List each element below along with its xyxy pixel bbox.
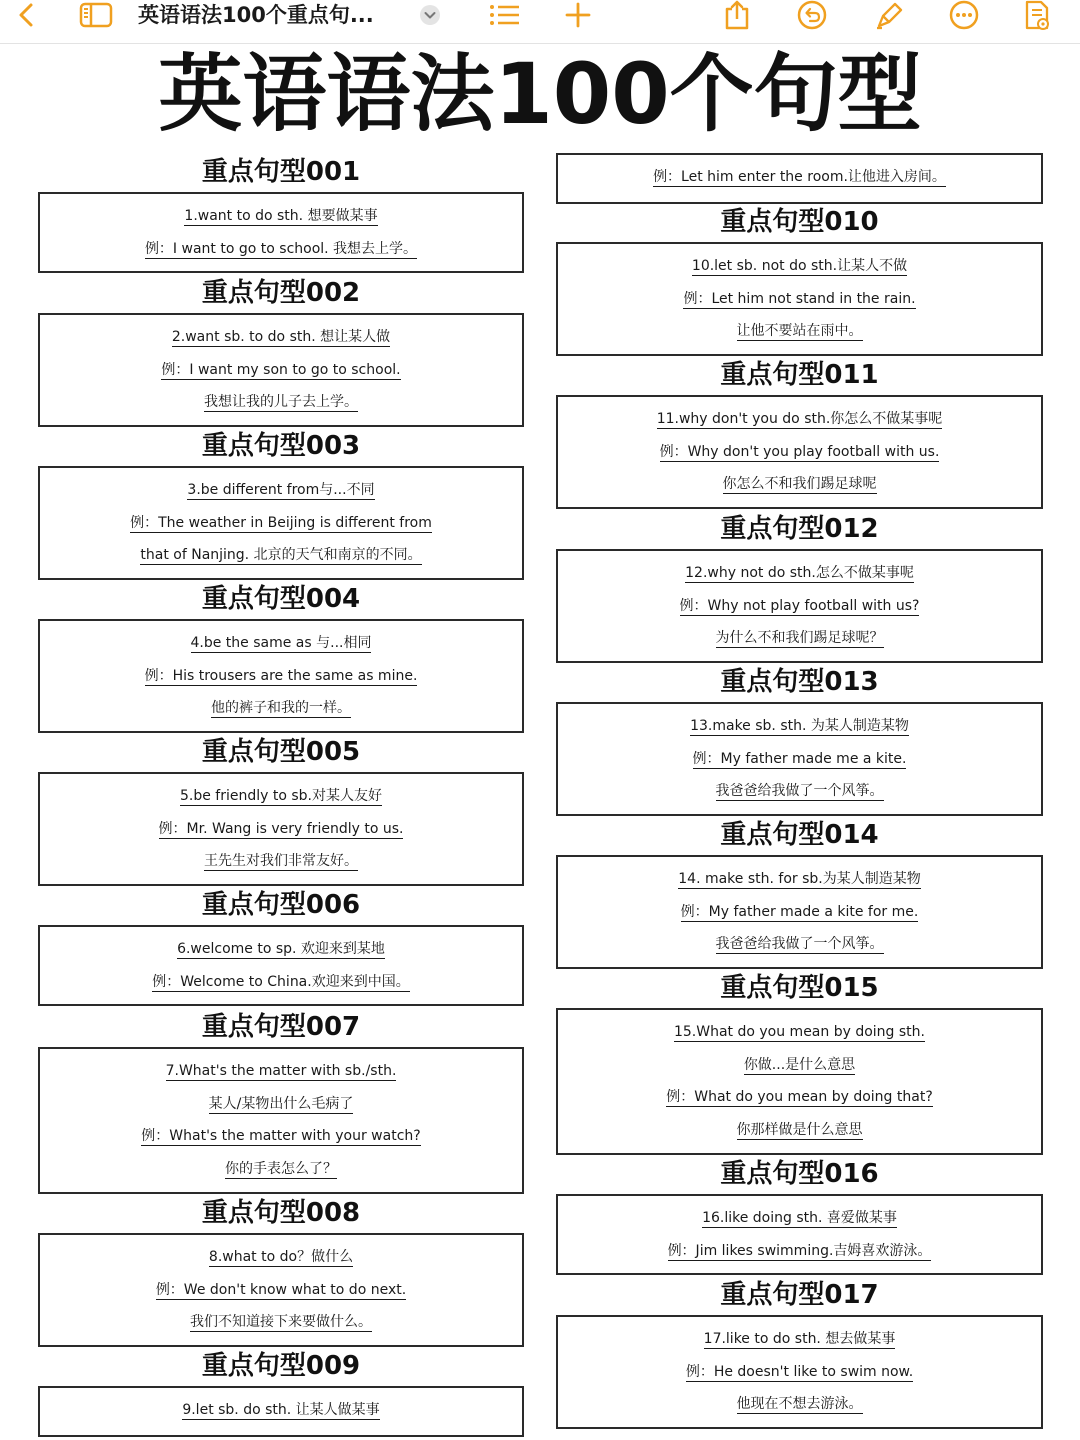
section-heading: 重点句型004 [201, 584, 361, 614]
example-text: 我想让我的儿子去上学。 [204, 394, 358, 410]
pattern-text: 6.welcome to sp. 欢迎来到某地 [177, 941, 385, 957]
section-heading: 重点句型006 [201, 890, 361, 920]
example-text: 某人/某物出什么毛病了 [208, 1095, 354, 1112]
section-heading: 重点句型007 [201, 1012, 361, 1042]
example-text: 例：My father made me a kite. [692, 750, 907, 767]
section-heading: 重点句型013 [720, 667, 879, 697]
sentence-box [556, 1194, 1043, 1275]
example-text: 他的裤子和我的一样。 [211, 700, 351, 716]
pattern-text: 17.like to do sth. 想去做某事 [703, 1331, 896, 1347]
pattern-text: 例：Let him enter the room.让他进入房间。 [653, 169, 946, 185]
pattern-text: 8.what to do？做什么 [208, 1249, 354, 1265]
sentence-box [38, 192, 524, 273]
example-text: 例：I want to go to school. 我想去上学。 [144, 240, 418, 257]
example-text: 你做...是什么意思 [743, 1056, 856, 1073]
sentence-box [38, 1047, 524, 1194]
pattern-text: 4.be the same as 与...相同 [190, 635, 372, 651]
sentence-box [38, 1233, 524, 1347]
pattern-text: 1.want to do sth. 想要做某事 [184, 208, 378, 224]
section-heading: 重点句型002 [201, 278, 361, 308]
pattern-text: 13.make sb. sth. 为某人制造某物 [690, 718, 909, 734]
example-text: that of Nanjing. 北京的天气和南京的不同。 [140, 547, 422, 563]
pattern-text: 10.let sb. not do sth.让某人不做 [691, 258, 908, 274]
example-text: 你那样做是什么意思 [736, 1121, 863, 1138]
section-heading: 重点句型016 [720, 1159, 879, 1189]
sentence-box [556, 153, 1043, 204]
document-title[interactable]: 英语语法100个重点句... [138, 3, 374, 27]
example-text: 为什么不和我们踢足球呢？ [715, 630, 884, 646]
example-text: 例：Why don't you play football with us. [659, 443, 940, 460]
pattern-text: 7.What's the matter with sb./sth. [165, 1063, 397, 1079]
sentence-box [556, 1008, 1043, 1155]
example-text: 例：He doesn't like to swim now. [685, 1363, 914, 1380]
section-heading: 重点句型014 [720, 820, 879, 850]
sentence-box [556, 1315, 1043, 1429]
sentence-box [556, 395, 1043, 509]
example-text: 例：My father made a kite for me. [680, 903, 919, 920]
section-heading: 重点句型017 [720, 1280, 879, 1310]
example-text: 例：What's the matter with your watch? [141, 1128, 421, 1144]
sentence-box [38, 466, 524, 580]
section-heading: 重点句型001 [201, 157, 361, 187]
example-text: 例：Why not play football with us? [679, 597, 920, 614]
section-heading: 重点句型008 [201, 1198, 361, 1228]
example-text: 例：His trousers are the same as mine. [144, 667, 418, 684]
example-text: 例：Welcome to China.欢迎来到中国。 [152, 973, 410, 990]
example-text: 例：What do you mean by doing that? [666, 1089, 933, 1105]
section-heading: 重点句型011 [720, 360, 879, 390]
example-text: 我们不知道接下来要做什么。 [190, 1314, 372, 1330]
sentence-box [556, 549, 1043, 663]
example-text: 例：The weather in Beijing is different from [130, 514, 432, 531]
sentence-box [556, 702, 1043, 816]
example-text: 我爸爸给我做了一个风筝。 [715, 783, 884, 799]
pattern-text: 11.why don't you do sth.你怎么不做某事呢 [656, 411, 943, 427]
pattern-text: 16.like doing sth. 喜爱做某事 [702, 1210, 897, 1226]
sentence-box [556, 242, 1043, 356]
sentence-box [38, 1386, 524, 1437]
section-heading: 重点句型009 [201, 1351, 361, 1381]
pattern-text: 14. make sth. for sb.为某人制造某物 [678, 871, 921, 887]
example-text: 你的手表怎么了？ [225, 1160, 337, 1177]
pattern-text: 3.be different from与...不同 [187, 482, 375, 498]
sentence-box [38, 619, 524, 733]
pattern-text: 12.why not do sth.怎么不做某事呢 [685, 565, 914, 581]
example-text: 他现在不想去游泳。 [736, 1396, 863, 1412]
sentence-box [556, 855, 1043, 969]
example-text: 例：I want my son to go to school. [161, 361, 401, 378]
sentence-box [38, 925, 524, 1006]
sentence-box [38, 772, 524, 886]
sentence-box [38, 313, 524, 427]
section-heading: 重点句型010 [720, 207, 879, 237]
pattern-text: 9.let sb. do sth. 让某人做某事 [182, 1402, 380, 1418]
example-text: 例：Mr. Wang is very friendly to us. [158, 820, 404, 837]
pattern-text: 2.want sb. to do sth. 想让某人做 [171, 329, 391, 345]
page-title: 英语语法100个句型 [158, 45, 922, 143]
example-text: 我爸爸给我做了一个风筝。 [715, 936, 884, 952]
example-text: 例：We don't know what to do next. [155, 1281, 407, 1298]
section-heading: 重点句型012 [720, 514, 879, 544]
section-heading: 重点句型005 [201, 737, 361, 767]
pattern-text: 15.What do you mean by doing sth. [673, 1024, 925, 1040]
section-heading: 重点句型015 [720, 973, 879, 1003]
example-text: 让他不要站在雨中。 [736, 323, 863, 339]
example-text: 例：Jim likes swimming.吉姆喜欢游泳。 [667, 1242, 932, 1259]
section-heading: 重点句型003 [201, 431, 361, 461]
example-text: 你怎么不和我们踢足球呢 [722, 476, 877, 492]
example-text: 王先生对我们非常友好。 [204, 853, 358, 869]
example-text: 例：Let him not stand in the rain. [683, 290, 916, 307]
pattern-text: 5.be friendly to sb.对某人友好 [179, 788, 382, 804]
